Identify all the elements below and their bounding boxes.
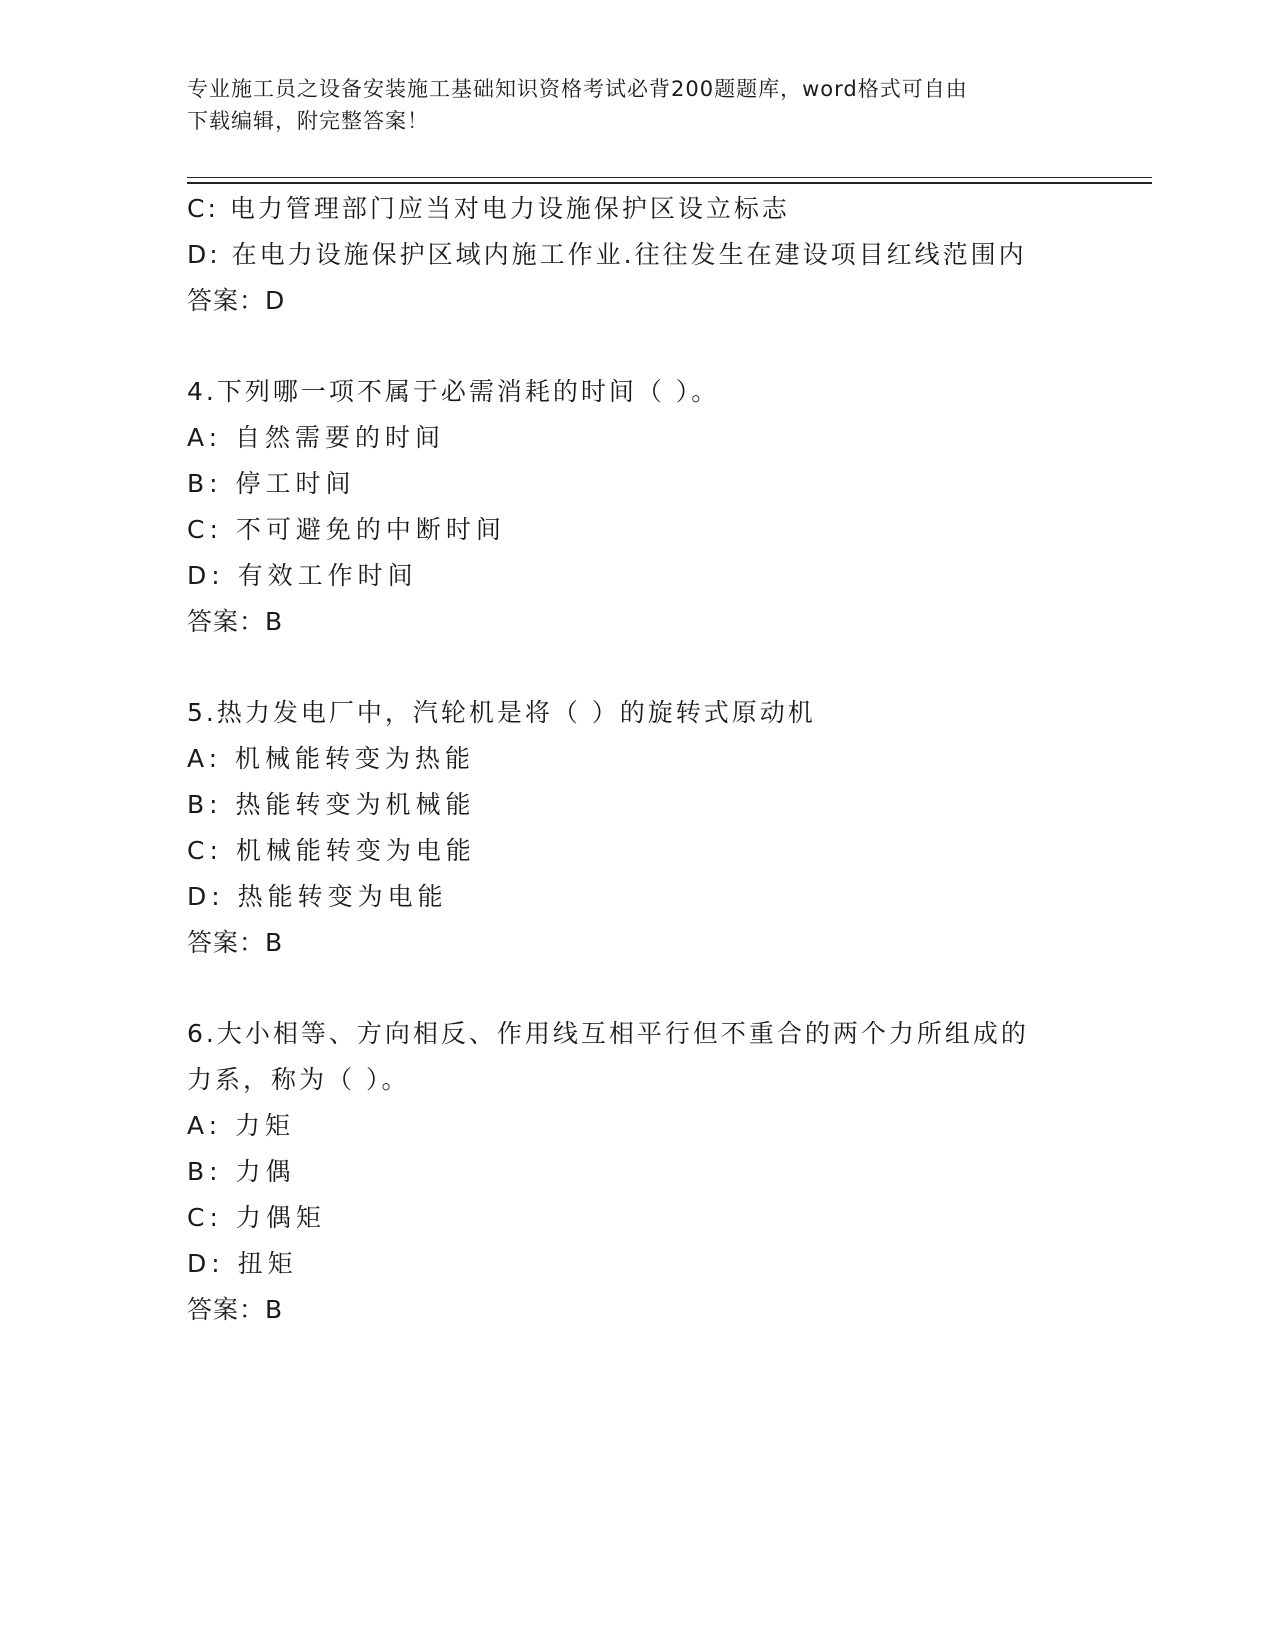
option-d: D: 热能转变为电能 [187,882,448,911]
spacer [187,645,1147,690]
question-stem: 4.下列哪一项不属于必需消耗的时间（ ）。 [187,377,720,406]
answer-line: 答案：D [187,286,286,315]
spacer [187,324,1147,369]
document-header [187,73,1067,137]
option-d: D: 在电力设施保护区域内施工作业.往往发生在建设项目红线范围内 [187,240,1027,269]
question-stem: 5.热力发电厂中，汽轮机是将（ ）的旋转式原动机 [187,698,816,727]
option-c: C: 电力管理部门应当对电力设施保护区设立标志 [187,194,790,223]
option-b: B: 力偶 [187,1157,296,1186]
question-4 [187,369,1147,645]
question-5 [187,690,1147,966]
option-b: B: 停工时间 [187,469,356,498]
answer-line: 答案：B [187,607,284,636]
question-6 [187,1011,1147,1333]
option-a: A: 自然需要的时间 [187,423,446,452]
question-stem-line-2: 力系，称为（ ）。 [187,1065,410,1094]
question-content [187,186,1147,1333]
option-c: C: 力偶矩 [187,1203,326,1232]
option-a: A: 机械能转变为热能 [187,744,476,773]
spacer [187,966,1147,1011]
header-title-line-1: 专业施工员之设备安装施工基础知识资格考试必背200题题库，word格式可自由 [187,77,968,101]
question-stem-line-1: 6.大小相等、方向相反、作用线互相平行但不重合的两个力所组成的 [187,1019,1029,1048]
header-rule-thin [187,177,1152,178]
question-3-continued [187,186,1147,324]
answer-line: 答案：B [187,928,284,957]
option-d: D: 有效工作时间 [187,561,418,590]
answer-line: 答案：B [187,1295,284,1324]
option-d: D: 扭矩 [187,1249,298,1278]
header-title-line-2: 下载编辑，附完整答案！ [187,109,429,133]
option-a: A: 力矩 [187,1111,296,1140]
option-b: B: 热能转变为机械能 [187,790,476,819]
header-rule-thick [187,182,1152,184]
option-c: C: 不可避免的中断时间 [187,515,506,544]
option-c: C: 机械能转变为电能 [187,836,476,865]
